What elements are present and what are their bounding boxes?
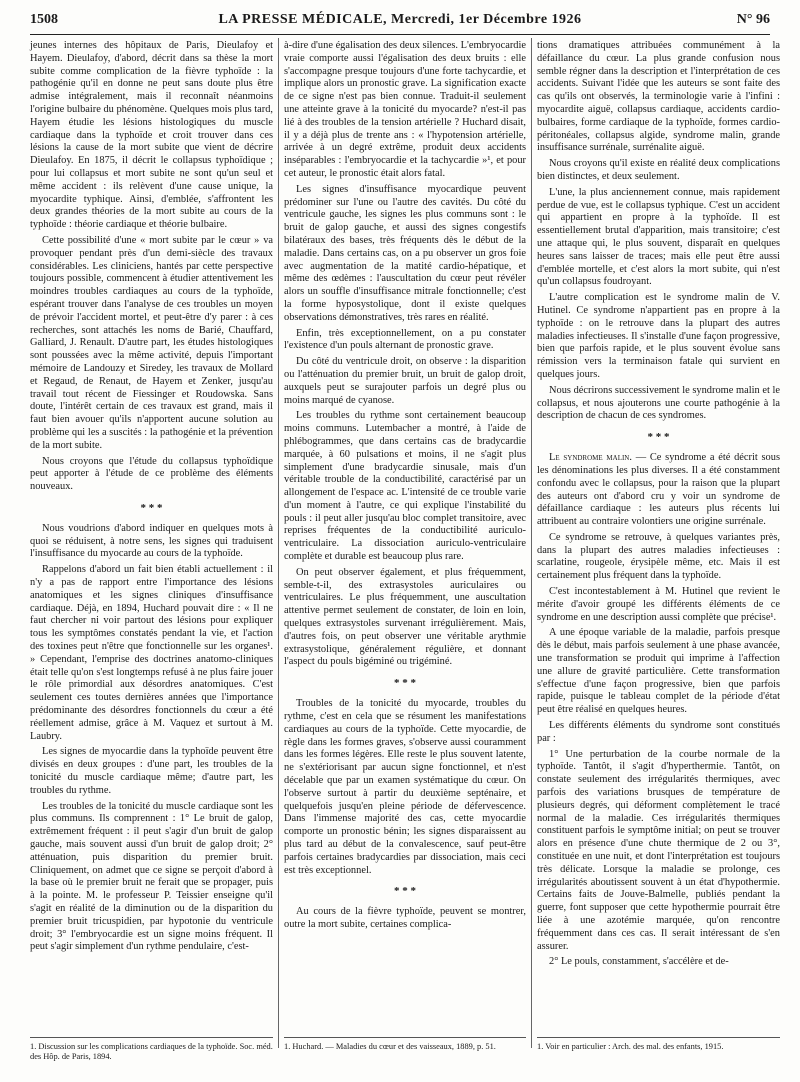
journal-title: LA PRESSE MÉDICALE, Mercredi, 1er Décembre 1926 [218, 12, 582, 27]
paragraph: L'autre complication est le syndrome malin de V. Hutinel. Ce syndrome n'appartient pas en propre à la typhoïde : on le retrouve dans la plupart des autres maladies infectieuses. Il s'installe d'une façon progressive, bien que parfois rapide, et le plus souvent évolue sans rémission vers la terminaison fatale qui survient en quelques jours. [537, 292, 780, 380]
paragraph: tions dramatiques attribuées communément à la défaillance du cœur. La plus grande confusion nous semble régner dans la description et l'interprétation de ces accidents. Suivant l'idée que les auteurs se sont faite des cas qu'ils ont observés, la terminologie varie à l'infini : myocardite aiguë, collapsus cardiaque, accidents cardio-bulbaires, forme cardiaque de la typhoïde, formes cardio-péritonéales, collapsus algide, syndrome malin, grande insuffisance surrénale, surrénalite aiguë. [537, 40, 780, 154]
issue-number: N° 96 [736, 12, 770, 27]
column-3 [537, 40, 780, 972]
paragraph: Enfin, très exceptionnellement, on a pu constater l'existence d'un pouls alternant de pronostic grave. [284, 327, 526, 352]
paragraph: Cette possibilité d'une « mort subite par le cœur » va provoquer pendant près d'un demi-siècle des travaux considérables. Les cliniciens, hantés par cette perspective toujours possible, commencent à étudier attentivement les moindres troubles cardiaques au cours de la typhoïde, espérant trouver dans l'analyse de ces troubles un moyen de prévoir l'accident mortel, et peut-être d'y parer : à ces recherches, sont attachés les noms de Barié, Chauffard, Galliard, J. Renault. D'autre part, les études histologiques sont poussées avec la même activité, depuis l'important mémoire de Landouzy et Siredey, les travaux de Mollard et Regaud, de Renaut, de Hayem et Zenker, jusqu'au travail tout récent de Fiessinger et Roudowska. Sans doute, l'intérêt certain de ces travaux est grand, mais il faut bien avouer qu'ils n'apportent aucune solution au problème qui les a suscités : la pathogénie et la prévention de la mort subite. [30, 234, 273, 451]
section-separator: * * * [140, 501, 163, 514]
section-separator: * * * [394, 677, 416, 690]
paragraph: 1° Une perturbation de la courbe normale de la typhoïde. Tantôt, il s'agit d'hyperthermie. Tantôt, on constate seulement des irrégularités thermiques, avec parfois des variations brusques de température de plusieurs degrés, qui déforment complètement le tracé normal de la maladie. Ces irrégularités thermiques constituent parfois le symptôme initial; on peut se trouver alors en présence d'une chute thermique de 2 ou 3°, constituée en une nuit, et dont l'interprétation est toujours très délicate. Lorsque la maladie se prolonge, ces irrégularités aboutissent souvent à un état d'hypothermie. Certains faits de Jouve-Balmelle, publiés pendant la guerre, font supposer que cette hypothermie pourrait être liée à une azotémie marquée, qu'on rencontre fréquemment dans ces cas. Il serait intéressant de s'en assurer. [537, 748, 780, 952]
paragraph: Nous voudrions d'abord indiquer en quelques mots à quoi se réduisent, à notre sens, les signes qui traduisent l'insuffisance du myocarde au cours de la typhoïde. [30, 522, 273, 560]
paragraph: Les signes de myocardie dans la typhoïde peuvent être divisés en deux groupes : d'une part, les troubles de la tonicité du muscle cardiaque même; d'autre part, les troubles du rythme. [30, 746, 273, 796]
paragraph: On peut observer également, et plus fréquemment, semble-t-il, des extrasystoles auriculaires ou ventriculaires. Le plus fréquemment, une auscultation attentive permet seulement de constater, de loin en loin, quelques extrasystoles survenant irrégulièrement. Mais, d'autres fois, on peut observer une véritable arythmie extrasystolique, généralement régulière, et donnant l'aspect du pouls bigéminé ou trigéminé. [284, 566, 526, 668]
paragraph: Nous croyons qu'il existe en réalité deux complications bien distinctes, et deux seulement. [537, 158, 780, 182]
paragraph: jeunes internes des hôpitaux de Paris, Dieulafoy et Hayem. Dieulafoy, d'abord, décrit dans sa thèse la mort subite comme complication de la fièvre typhoïde : la pathogénie qu'il en donne ne peut sans doute plus être admise intégralement, mais il reconnaît néanmoins l'origine bulbaire du phénomène. Quelques mois plus tard, Hayem étudie les lésions histologiques du muscle cardiaque dans la typhoïde et croit trouver dans ces lésions la cause de la mort subite que vient de décrire Dieulafoy. En 1875, il décrit le collapsus typhoïdique ; pour lui collapsus et mort subite ne sont qu'un seul et même accident : ils relèvent d'une cause unique, la myocardite typhique. Ainsi, d'emblée, s'affrontent les deux grandes théories de la mort subite au cours de la typhoïde : théorie cardiaque et théorie bulbaire. [30, 40, 273, 231]
paragraph: Nous décrirons successivement le syndrome malin et le collapsus, et nous ajouterons une courte pathogénie à la description de chacun de ces syndromes. [537, 384, 780, 422]
paragraph: Les signes d'insuffisance myocardique peuvent prédominer sur l'une ou l'autre des cavités. Du côté du ventricule gauche, les signes les plus communs sont : le bruit de galop gauche, et aussi des signes congestifs bilatéraux des bases, très fréquents dès le début de la maladie. Dans certains cas, on a pu observer un gros foie avec augmentation de la matité cardio-hépatique, et même des œdèmes : l'auscultation du cœur peut révéler alors un souffle d'insuffisance mitrale fonctionnelle; c'est la forme hyposystolique, dont il existe quelques observations démonstratives, très rares en réalité. [284, 183, 526, 323]
paragraph: C'est incontestablement à M. Hutinel que revient le mérite d'avoir groupé les différents éléments de ce syndrome en une description aussi complète que précise¹. [537, 586, 780, 623]
column-divider [278, 38, 279, 1048]
paragraph: Rappelons d'abord un fait bien établi actuellement : il n'y a pas de rapport entre l'importance des lésions anatomiques et les signes cliniques d'insuffisance cardiaque. Déjà, en 1894, Huchard pouvait dire : « Il ne faut chercher ni voir partout des lésions pour expliquer tous les symptômes constatés pendant la vie, et l'action des toxines peut n'être que fonctionnelle sur les organes¹. » Cependant, l'emprise des doctrines anatomo-cliniques était telle qu'on s'est longtemps refusé à ne plus faire jouer le rôle primordial aux désordres anatomiques. C'est seulement ces toutes dernières années que l'importance prédominante des désordres fonctionnels du cœur a été réellement admise, grâce à M. Vaquez et surtout à M. Laubry. [30, 564, 273, 742]
paragraph-text: — Ce syndrome a été décrit sous les dénominations les plus diverses. Il a été constamment confondu avec le collapsus, pour la raison que la plupart des auteurs ont d'abord cru y voir un syndrome de défaillance cardiaque : les auteurs plus récents lui attribuent au contraire volontiers une origine surrénale. [537, 452, 780, 528]
paragraph: L'une, la plus anciennement connue, mais rapidement perdue de vue, est le collapsus typhique. C'est un accident qui appartient en propre à la typhoïde. Il est essentiellement brutal d'apparition, mais transitoire; c'est une attaque qui, le plus souvent, disparaît en quelques heures sans laisser de traces; mais elle peut être aussi d'emblée mortelle, et c'est alors la mort subite, qui n'est qu'un collapsus foudroyant. [537, 186, 780, 288]
paragraph [537, 452, 780, 529]
paragraph: Nous croyons que l'étude du collapsus typhoïdique peut apporter à l'étude de ce problème des éléments nouveaux. [30, 455, 273, 493]
footnote: 1. Discussion sur les complications cardiaques de la typhoïde. Soc. méd. des Hôp. de Paris, 1894. [30, 1037, 273, 1062]
paragraph: 2° Le pouls, constamment, s'accélère et de- [549, 956, 729, 968]
paragraph: Les troubles du rythme sont certainement beaucoup moins communs. Lutembacher a montré, à l'aide de phlébogrammes, que dans certains cas de bradycardie marquée, à 60 pulsations et moins, il ne s'agit plus simplement d'une bradycardie sinusale, mais d'un véritable trouble de la conductibilité, caractérisé par un allongement de l'espace ac. L'intensité de ce trouble varie d'un moment à l'autre, ce qui explique l'instabilité du pouls : il peut aller jusqu'au bloc complet transitoire, avec reprises fréquentes de la conductibilité auriculo-ventriculaire. La dissociation auriculo-ventriculaire complète et durable est beaucoup plus rare. [284, 410, 526, 563]
section-heading: Le syndrome malin. [549, 452, 632, 464]
paragraph: Au cours de la fièvre typhoïde, peuvent se montrer, outre la mort subite, certaines complica- [284, 906, 526, 931]
paragraph: Du côté du ventricule droit, on observe : la disparition ou l'atténuation du premier bruit, un bruit de galop droit, auxquels peut se surajouter parfois un degré plus ou moins marqué de cyanose. [284, 356, 526, 406]
column-divider [531, 38, 532, 1048]
paragraph: Troubles de la tonicité du myocarde, troubles du rythme, c'est en cela que se résument les manifestations cardiaques au cours de la typhoïde. Cette myocardie, de règle dans les formes graves, s'observe aussi couramment dans les formes légères. Elle reste le plus souvent latente, ne s'extériorisant par aucun signe fonctionnel, et n'est décelable que par un examen systématique du cœur. On l'observe surtout à partir du deuxième septénaire, et quelquefois jusqu'en pleine période de défervescence. Dans l'immense majorité des cas, cette myocardie comporte un pronostic bénin; les signes disparaissent au plus tard au début de la convalescence, sauf peut-être parfois certaines bradycardies par dissociation, mais ceci est très exceptionnel. [284, 698, 526, 876]
page-header [30, 12, 770, 30]
footnote: 1. Voir en particulier : Arch. des mal. des enfants, 1915. [537, 1037, 780, 1052]
section-separator: * * * [647, 431, 670, 444]
page-number: 1508 [30, 12, 58, 27]
paragraph: A une époque variable de la maladie, parfois presque dès le début, mais parfois seulement à une phase avancée, une transformation se produit qui imprime à l'affection une allure de gravité particulière. Cette transformation s'effectue d'une façon progressive, bien que parfois rapide, puisque le tableau complet de la période d'état peut être réalisé en quelques heures. [537, 627, 780, 716]
section-separator: * * * [394, 885, 416, 898]
header-rule [30, 34, 770, 35]
column-1 [30, 40, 273, 957]
paragraph: Les troubles de la tonicité du muscle cardiaque sont les plus communs. Ils comprennent : 1° Le bruit de galop, extrêmement fréquent : il peut s'agir d'un bruit de galop gauche, mais souvent aussi d'un bruit de galop droit; 2° atténuation, puis disparition du premier bruit. Cliniquement, on admet que ce signe se perçoit d'abord à la base où le premier bruit ne ferait que se propager, puis à la pointe. M. le professeur P. Teissier enseigne qu'il s'agit en réalité de la diminution ou de la disparition du premier bruit tricuspidien, par hypotonie du ventricule droit; 3° l'embryocardie est un signe moins fréquent. Il peut s'agir simplement d'un rythme pendulaire, c'est- [30, 800, 273, 953]
footnote: 1. Huchard. — Maladies du cœur et des vaisseaux, 1889, p. 51. [284, 1037, 526, 1052]
column-2 [284, 40, 526, 935]
paragraph: Ce syndrome se retrouve, à quelques variantes près, dans la plupart des autres maladies infectieuses : scarlatine, rougeole, érysipèle même, etc. Mais il est certainement plus fréquent dans la typhoïde. [537, 531, 780, 582]
paragraph: Les différents éléments du syndrome sont constitués par : [537, 720, 780, 744]
paragraph: à-dire d'une égalisation des deux silences. L'embryocardie vraie comporte aussi l'égalisation des deux bruits : elle s'accompagne presque toujours d'une forte tachycardie, et implique alors un pronostic grave. La signification exacte de ce signe n'est pas bien connue. Traduit-il seulement une atteinte grave à la tonicité du myocarde? n'est-il pas lié à des troubles de la tension artérielle ? Huchard disait, il y a déjà plus de trente ans : « l'hypotension artérielle, arrivée à un degré extrême, produit deux accidents inséparables : l'embryocardie et la tachycardie »¹, et pour cet auteur, le pronostic était alors fatal. [284, 40, 526, 179]
